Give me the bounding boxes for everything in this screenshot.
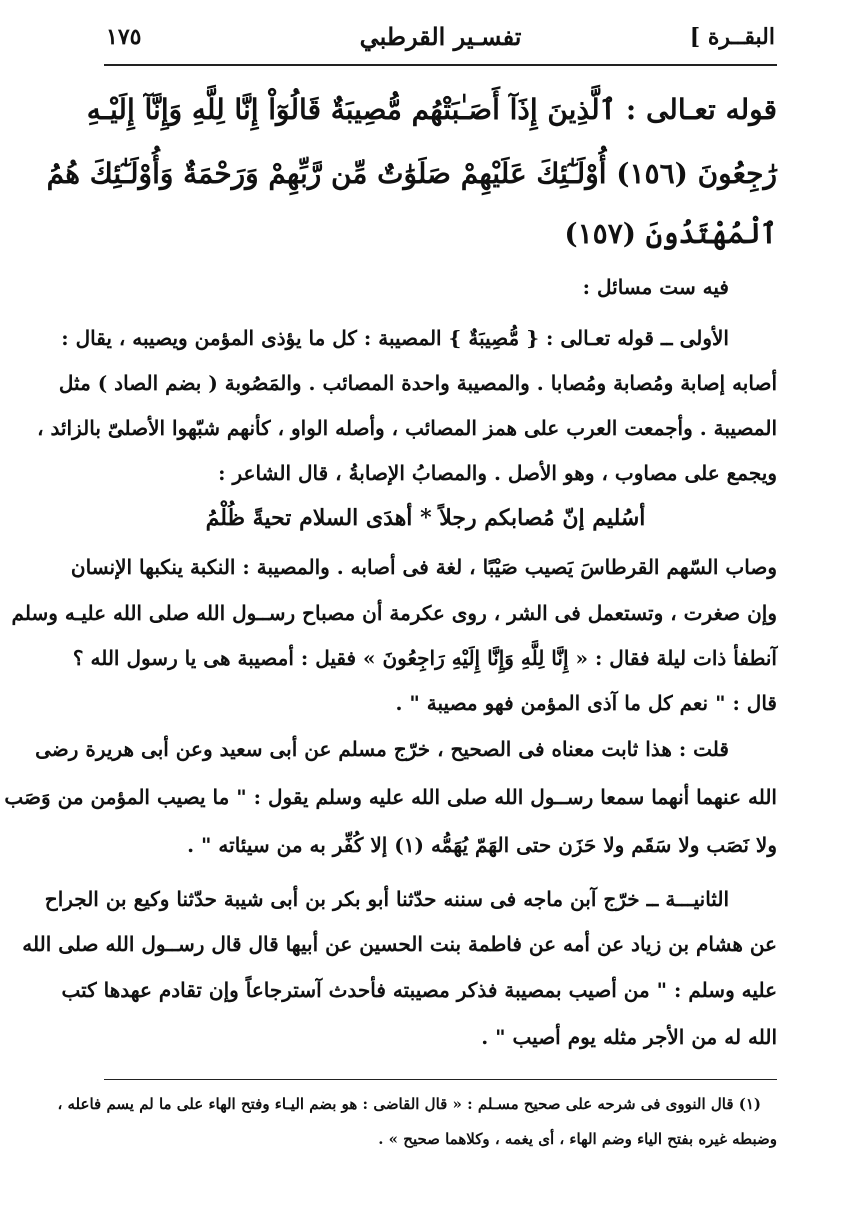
page-number: ١٧٥ bbox=[106, 24, 142, 50]
footnote-rule bbox=[104, 1079, 777, 1080]
text-line: أصابه إصابة ومُصابة ومُصابا . والمصيبة واحدة المصائب . والمَصُوبة ( بضم الصاد ) مثل bbox=[58, 371, 777, 395]
text-line: الثانيـــة ــ خرّج آبن ماجه فى سننه حدّثنا أبو بكر بن أبى شيبة حدّثنا وكيع بن الجراح bbox=[44, 887, 729, 911]
text-line: ولا نَصَب ولا سَقَم ولا حَزَن حتى الهَمّ يُهَمُّه (١) إلا كُفِّر به من سيئاته " . bbox=[187, 833, 777, 857]
footnote-line: (١) قال النووى فى شرحه على صحيح مسـلم : « قال القاضى : هو بضم اليـاء وفتح الهاء على ما لم يسم فاعله ، bbox=[57, 1095, 761, 1113]
book-title: تفسـير القرطبي bbox=[359, 22, 522, 51]
header-rule bbox=[104, 64, 777, 66]
page-header bbox=[106, 20, 775, 64]
sura-name: البقــرة ] bbox=[689, 24, 775, 50]
text-line: آنطفأ ذات ليلة فقال : « إِنَّا لِلَّهِ وَإِنَّا إِلَيْهِ رَاجِعُونَ » فقيل : أمصيبة هى يا رسول الله ؟ bbox=[72, 646, 777, 670]
footnote-line: وضبطه غيره بفتح الياء وضم الهاء ، أى يغمه ، وكلاهما صحيح » . bbox=[378, 1130, 777, 1148]
quran-line: قوله تعـالى : ٱلَّذِينَ إِذَآ أَصَـٰبَتْهُم مُّصِيبَةٌ قَالُوٓاْ إِنَّا لِلَّهِ وَإِنَّآ إِلَيْـهِ bbox=[86, 93, 777, 126]
text-line: قال : " نعم كل ما آذى المؤمن فهو مصيبة " . bbox=[395, 691, 777, 715]
text-line: الله عنهما أنهما سمعا رســول الله صلى الله عليه وسلم يقول : " ما يصيب المؤمن من وَصَب bbox=[4, 785, 777, 809]
text-line: عليه وسلم : " من أصيب بمصيبة فذكر مصيبته فأحدث آسترجاعاً وإن تقادم عهدها كتب bbox=[61, 978, 777, 1002]
text-line: ويجمع على مصاوب ، وهو الأصل . والمصابُ الإصابةُ ، قال الشاعر : bbox=[218, 461, 777, 485]
text-line: وإن صغرت ، وتستعمل فى الشر ، روى عكرمة أن مصباح رســول الله صلى الله عليـه وسلم bbox=[11, 601, 777, 625]
text-line: الله له من الأجر مثله يوم أصيب " . bbox=[481, 1025, 777, 1049]
text-line: الأولى ــ قوله تعـالى : { مُّصِيبَةٌ } المصيبة : كل ما يؤذى المؤمن ويصيبه ، يقال : bbox=[61, 326, 729, 350]
text-line: المصيبة . وأجمعت العرب على همز المصائب ، وأصله الواو ، كأنهم شبّهوا الأصلىّ بالزائد ، bbox=[37, 416, 777, 440]
quran-line: ٱلْمُهْتَدُونَ (١٥٧) bbox=[564, 217, 777, 250]
poetry-verse: أسُليم إنّ مُصابكم رجلاً * أهدَى السلام تحيةً ظُلْمُ bbox=[205, 505, 646, 531]
text-line: عن هشام بن زياد عن أمه عن فاطمة بنت الحسين عن أبيها قال قال رســول الله صلى الله bbox=[22, 932, 777, 956]
quran-line: رَٰجِعُونَ (١٥٦) أُوْلَـٰٓئِكَ عَلَيْهِمْ صَلَوَٰتٌ مِّن رَّبِّهِمْ وَرَحْمَةٌ وَأُوْلَـٰٓئِكَ هُمُ bbox=[46, 157, 777, 190]
text-line: قلت : هذا ثابت معناه فى الصحيح ، خرّج مسلم عن أبى سعيد وعن أبى هريرة رضى bbox=[35, 737, 729, 761]
text-line: وصاب السّهم القرطاسَ يَصيب صَيْبًا ، لغة فى أصابه . والمصيبة : النكبة ينكبها الإنسان bbox=[70, 555, 777, 579]
issues-intro: فيه ست مسائل : bbox=[582, 275, 729, 299]
